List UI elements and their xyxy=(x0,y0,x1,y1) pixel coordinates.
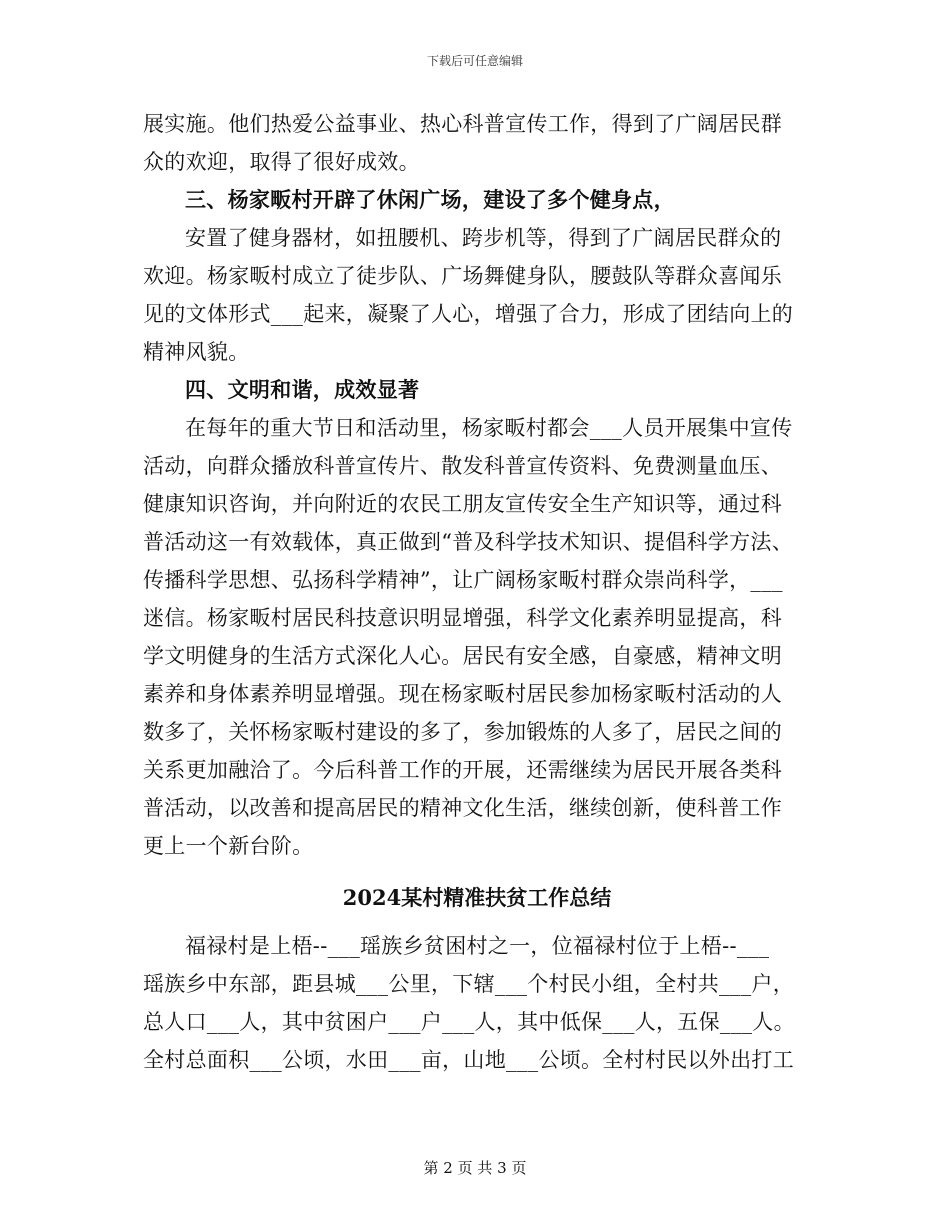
paragraph-line: 见的文体形式___起来，凝聚了人心，增强了合力，形成了团结向上的 xyxy=(143,302,794,326)
document-title: 2024某村精准扶贫工作总结 xyxy=(342,885,612,910)
paragraph-line: 传播科学思想、弘扬科学精神”，让广阔杨家畈村群众崇尚科学，___ xyxy=(143,568,783,592)
section-heading-3: 三、杨家畈村开辟了休闲广场，建设了多个健身点， xyxy=(185,187,675,212)
paragraph-line: 健康知识咨询，并向附近的农民工朋友宣传安全生产知识等，通过科 xyxy=(143,492,782,516)
paragraph-line: 活动，向群众播放科普宣传片、散发科普宣传资料、免费测量血压、 xyxy=(143,454,782,478)
paragraph-line: 瑶族乡中东部，距县城___公里，下辖___个村民小组，全村共___户， xyxy=(143,972,794,996)
paragraph-line: 展实施。他们热爱公益事业、热心科普宣传工作，得到了广阔居民群 xyxy=(143,112,782,136)
paragraph-line: 安置了健身器材，如扭腰机、跨步机等，得到了广阔居民群众的 xyxy=(185,226,782,250)
page-footer: 第 2 页 共 3 页 xyxy=(423,1159,527,1177)
paragraph-line: 更上一个新台阶。 xyxy=(143,834,314,858)
paragraph-line: 福禄村是上梧--___瑶族乡贫困村之一，位福禄村位于上梧--___ xyxy=(185,934,770,958)
paragraph-line: 素养和身体素养明显增强。现在杨家畈村居民参加杨家畈村活动的人 xyxy=(143,682,782,706)
page-header: 下载后可任意编辑 xyxy=(426,54,523,68)
paragraph-line: 欢迎。杨家畈村成立了徒步队、广场舞健身队，腰鼓队等群众喜闻乐 xyxy=(143,264,782,288)
document-body xyxy=(143,105,811,1079)
paragraph-line: 全村总面积___公顷，水田___亩，山地___公顷。全村村民以外出打工 xyxy=(143,1048,794,1072)
paragraph-line: 数多了，关怀杨家畈村建设的多了，参加锻炼的人多了，居民之间的 xyxy=(143,720,782,744)
paragraph-line: 众的欢迎，取得了很好成效。 xyxy=(143,150,420,174)
paragraph-line: 迷信。杨家畈村居民科技意识明显增强，科学文化素养明显提高，科 xyxy=(143,606,782,630)
paragraph-line: 在每年的重大节日和活动里，杨家畈村都会___人员开展集中宣传 xyxy=(185,416,793,440)
paragraph-line: 总人口___人，其中贫困户___户___人，其中低保___人，五保___人。 xyxy=(143,1010,795,1034)
paragraph-line: 普活动，以改善和提高居民的精神文化生活，继续创新，使科普工作 xyxy=(143,796,782,820)
section-heading-4: 四、文明和谐，成效显著 xyxy=(185,377,420,402)
paragraph-line: 关系更加融洽了。今后科普工作的开展，还需继续为居民开展各类科 xyxy=(143,758,782,782)
paragraph-line: 普活动这一有效载体，真正做到“普及科学技术知识、提倡科学方法、 xyxy=(143,530,794,554)
paragraph-line: 学文明健身的生活方式深化人心。居民有安全感，自豪感，精神文明 xyxy=(143,644,782,668)
paragraph-line: 精神风貌。 xyxy=(143,340,250,364)
